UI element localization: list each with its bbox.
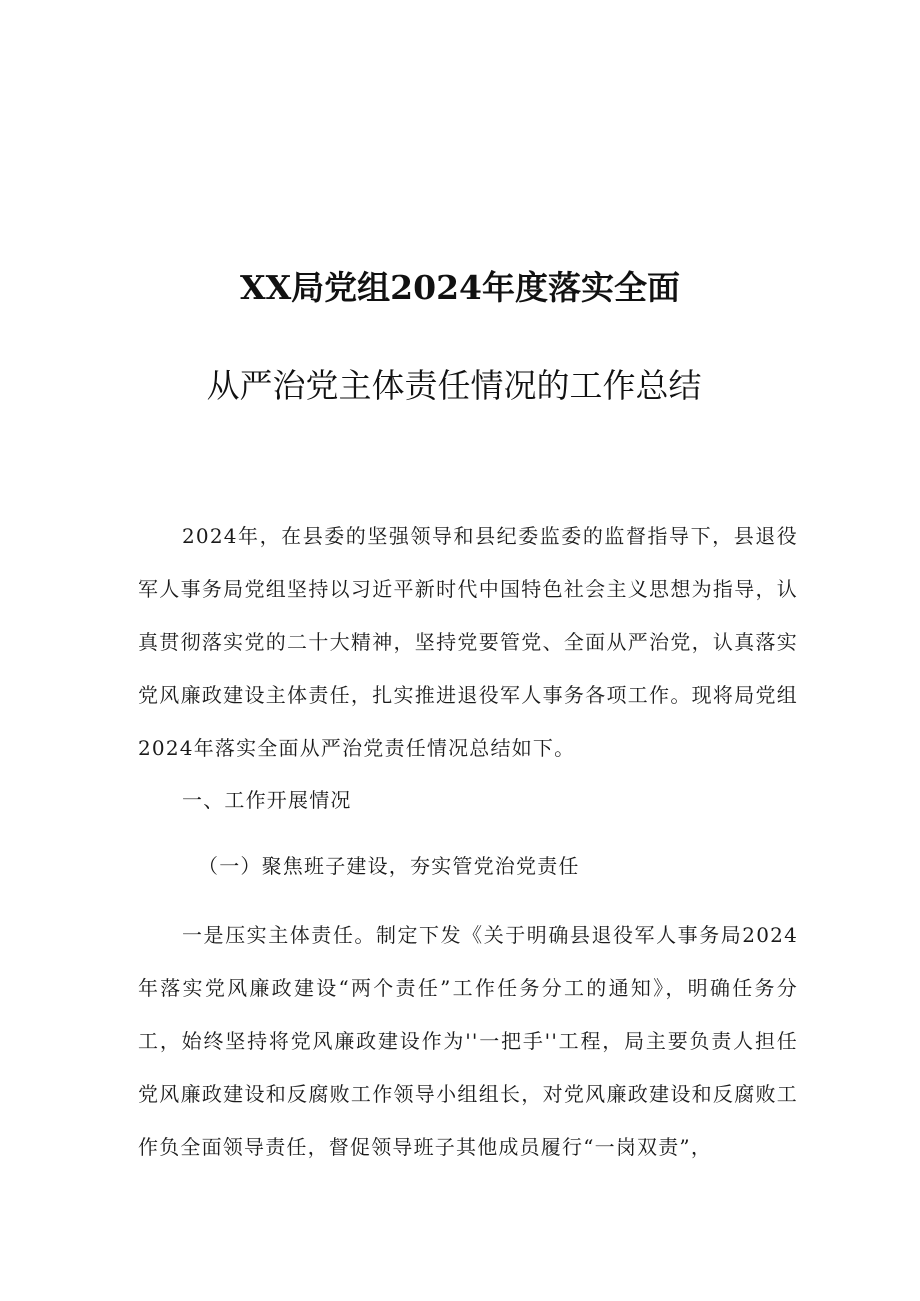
body-paragraph: 一是压实主体责任。制定下发《关于明确县退役军人事务局2024年落实党风廉政建设“两个责任”工作任务分工的通知》，明确任务分工，始终坚持将党风廉政建设作为''一把手''工程，局主要负责人担任党风廉政建设和反腐败工作领导小组组长，对党风廉政建设和反腐败工作负全面领导责任，督促领导班子其他成员履行“一岗双责”， xyxy=(138,923,798,1159)
subsection-heading: （一）聚焦班子建设，夯实管党治党责任 xyxy=(198,854,580,878)
intro-paragraph-block xyxy=(138,510,798,775)
intro-paragraph: 2024年，在县委的坚强领导和县纪委监委的监督指导下，县退役军人事务局党组坚持以习近平新时代中国特色社会主义思想为指导，认真贯彻落实党的二十大精神，坚持党要管党、全面从严治党，认真落实党风廉政建设主体责任，扎实推进退役军人事务各项工作。现将局党组2024年落实全面从严治党责任情况总结如下。 xyxy=(138,524,798,760)
document-title-line-1: XX局党组2024年度落实全面 xyxy=(239,268,681,307)
body-paragraph-block xyxy=(138,909,798,1174)
section-heading: 一、工作开展情况 xyxy=(182,788,352,812)
document-title-line-2: 从严治党主体责任情况的工作总结 xyxy=(206,366,702,405)
